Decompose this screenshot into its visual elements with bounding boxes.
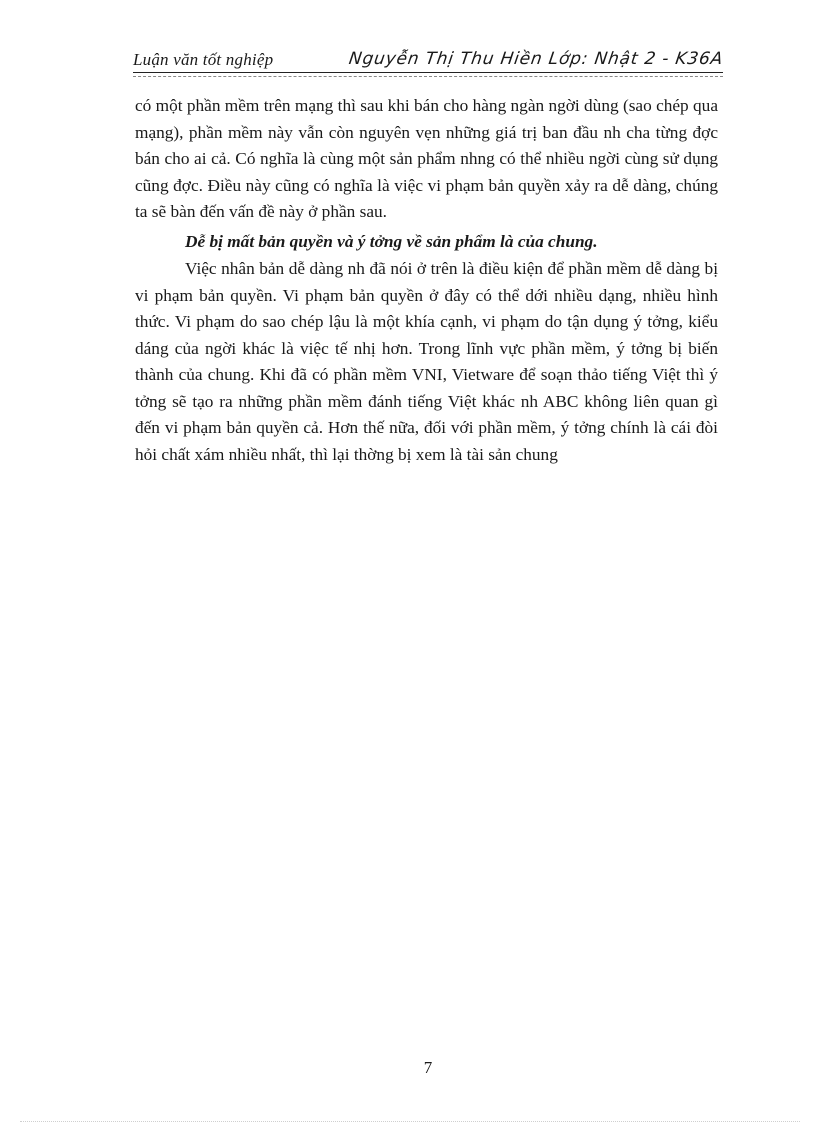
body-paragraph-1: có một phần mềm trên mạng thì sau khi bán cho hàng ngàn ngời dùng (sao chép qua mạng), phần mềm này vẫn còn nguyên vẹn những giá trị ban đầu nh cha từng đợc bán cho ai cả. Có nghĩa là cùng một sản phẩm nhng có thể nhiều ngời cùng sử dụng cũng đợc. Điều này cũng có nghĩa là việc vi phạm bản quyền xảy ra dễ dàng, chúng ta sẽ bàn đến vấn đề này ở phần sau. (135, 96, 718, 221)
footer-divider (20, 1121, 800, 1122)
page-header (133, 46, 723, 72)
page-number: 7 (423, 1058, 433, 1077)
page-body (135, 93, 718, 468)
section-heading: Dễ bị mất bản quyền và ý tởng về sản phẩm là của chung. (185, 231, 598, 251)
header-divider (133, 72, 723, 73)
header-thesis-title: Luận văn tốt nghiệp (133, 50, 274, 69)
body-paragraph-2: Việc nhân bản dễ dàng nh đã nói ở trên là điều kiện để phần mềm dễ dàng bị vi phạm bản quyền. Vi phạm bản quyền ở đây có thể dới nhiều dạng, nhiều hình thức. Vi phạm do sao chép lậu là một khía cạnh, vi phạm do tận dụng ý tởng, kiểu dáng của ngời khác là việc tế nhị hơn. Trong lĩnh vực phần mềm, ý tởng bị biến thành của chung. Khi đã có phần mềm VNI, Vietware để soạn thảo tiếng Việt thì ý tởng sẽ tạo ra những phần mềm đánh tiếng Việt khác nh ABC không liên quan gì đến vi phạm bản quyền cả. Hơn thế nữa, đối với phần mềm, ý tởng chính là cái đòi hỏi chất xám nhiều nhất, thì lại thờng bị xem là tài sản chung (135, 259, 718, 464)
header-divider-secondary (133, 76, 723, 77)
header-author-class: Nguyễn Thị Thu Hiền Lớp: Nhật 2 - K36A (347, 49, 725, 69)
